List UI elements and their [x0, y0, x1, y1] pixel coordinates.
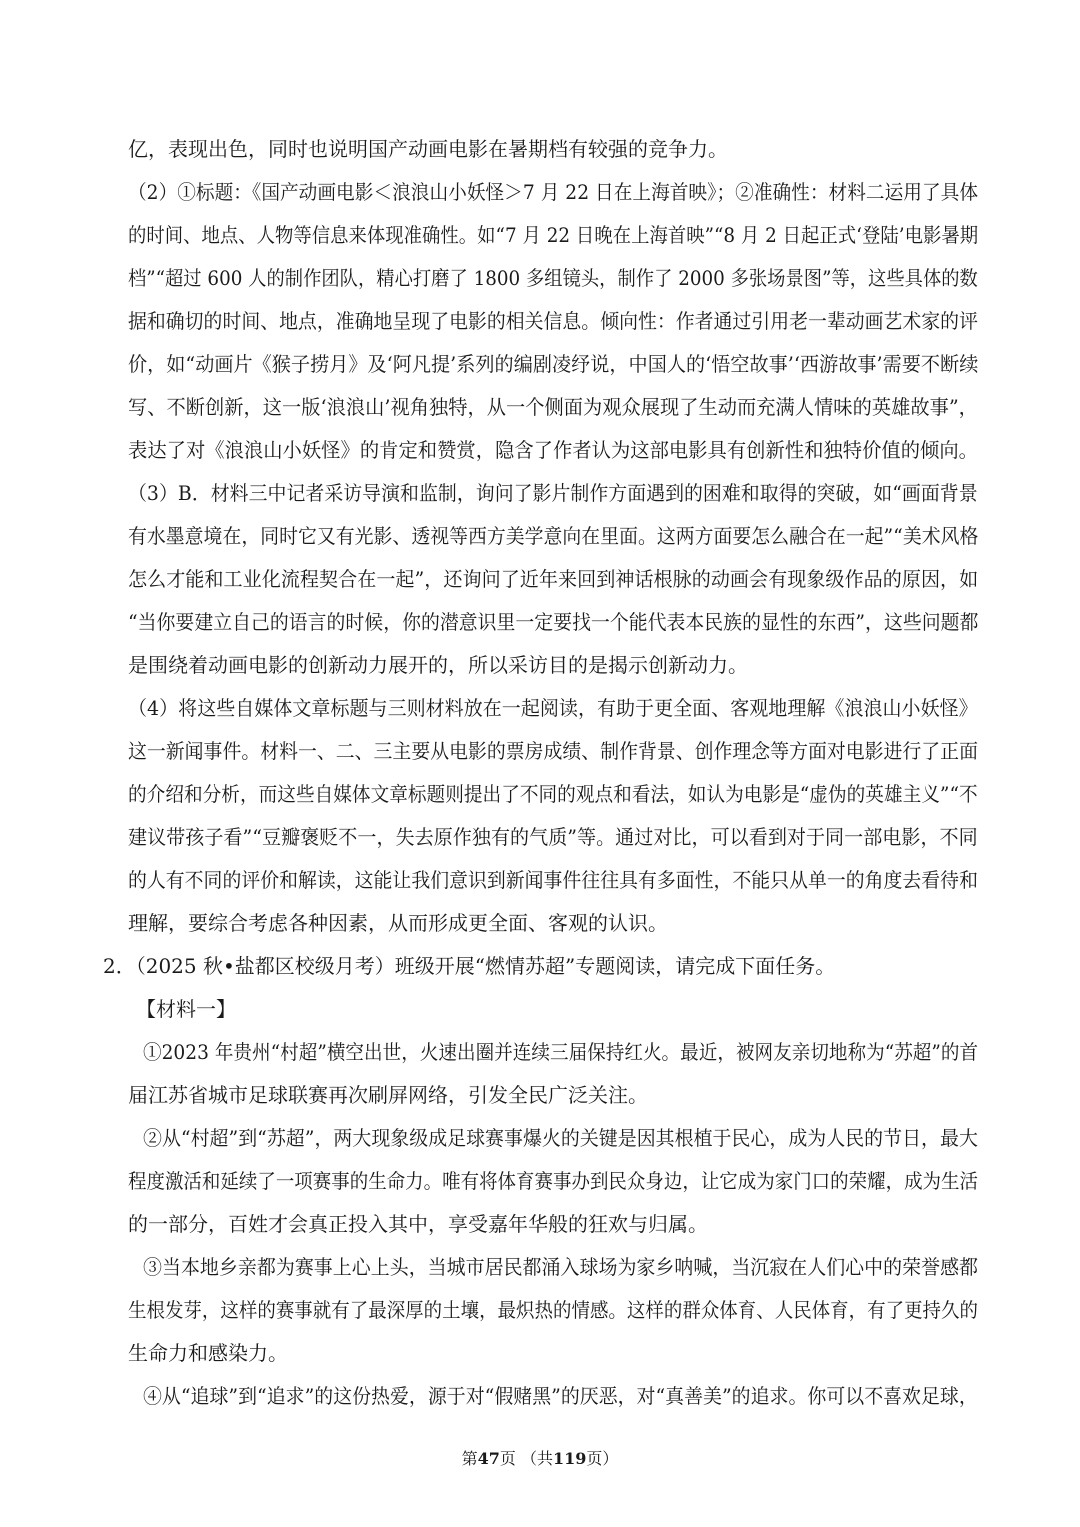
text-line: 有水墨意境在，同时它又有光影、透视等西方美学意向在里面。这两方面要怎么融合在一起”“美术风格	[128, 524, 979, 548]
text-line: 怎么才能和工业化流程契合在一起”，还询问了近年来回到神话根脉的动画会有现象级作品的原因，如	[128, 567, 979, 591]
current-page-number: 47	[477, 1449, 500, 1468]
text-line: 档”“超过 600 人的制作团队，精心打磨了 1800 多组镜头，制作了 2000 多张场景图”等，这些具体的数	[128, 266, 978, 290]
footer-suffix: 页）	[586, 1449, 619, 1468]
text-line: ①2023 年贵州“村超”横空出世，火速出圈并连续三届保持红火。最近，被网友亲切地称为“苏超”的首	[143, 1040, 979, 1064]
text-line: 据和确切的时间、地点，准确地呈现了电影的相关信息。倾向性：作者通过引用老一辈动画艺术家的评	[128, 309, 978, 333]
text-line: ③当本地乡亲都为赛事上心上头，当城市居民都涌入球场为家乡呐喊，当沉寂在人们心中的荣誉感都	[143, 1255, 979, 1279]
text-line: 生根发芽，这样的赛事就有了最深厚的土壤，最炽热的情感。这样的群众体育、人民体育，有了更持久的	[128, 1298, 978, 1322]
text-line: 的时间、地点、人物等信息来体现准确性。如“7 月 22 日晚在上海首映”“8 月 2 日起正式‘登陆’电影暑期	[128, 223, 979, 247]
text-line: 的一部分，百姓才会真正投入其中，享受嘉年华般的狂欢与归属。	[128, 1212, 708, 1236]
text-line: 是围绕着动画电影的创新动力展开的，所以采访目的是揭示创新动力。	[128, 653, 748, 677]
text-line: （3）B．材料三中记者采访导演和监制，询问了影片制作方面遇到的困难和取得的突破，如“画面背景	[128, 481, 978, 505]
text-line: 亿，表现出色，同时也说明国产动画电影在暑期档有较强的竞争力。	[128, 137, 728, 161]
text-line: 届江苏省城市足球联赛再次刷屏网络，引发全民广泛关注。	[128, 1083, 648, 1107]
footer-middle: 页 （共	[499, 1449, 553, 1468]
text-line: ④从“追球”到“追求”的这份热爱，源于对“假赌黑”的厌恶，对“真善美”的追求。你可以不喜欢足球，	[143, 1384, 978, 1408]
page-footer	[0, 1445, 1080, 1473]
text-line: 价，如“动画片《猴子捞月》及‘阿凡提’系列的编剧凌纾说，中国人的‘悟空故事’‘西游故事’需要不断续	[128, 352, 979, 376]
material-heading: 【材料一】	[136, 997, 236, 1021]
text-line: 理解，要综合考虑各种因素，从而形成更全面、客观的认识。	[128, 911, 668, 935]
total-page-number: 119	[552, 1449, 587, 1468]
footer-prefix: 第	[461, 1449, 478, 1468]
text-line: 生命力和感染力。	[128, 1341, 288, 1365]
text-line: 的人有不同的评价和解读，这能让我们意识到新闻事件往往具有多面性，不能只从单一的角度去看待和	[128, 868, 978, 892]
text-line: 程度激活和延续了一项赛事的生命力。唯有将体育赛事办到民众身边，让它成为家门口的荣耀，成为生活	[128, 1169, 978, 1193]
text-line: 表达了对《浪浪山小妖怪》的肯定和赞赏，隐含了作者认为这部电影具有创新性和独特价值的倾向。	[128, 438, 978, 462]
text-line: 这一新闻事件。材料一、二、三主要从电影的票房成绩、制作背景、创作理念等方面对电影进行了正面	[128, 739, 978, 763]
text-line: ②从“村超”到“苏超”，两大现象级成足球赛事爆火的关键是因其根植于民心，成为人民的节日，最大	[143, 1126, 978, 1150]
text-line: 的介绍和分析，而这些自媒体文章标题则提出了不同的观点和看法，如认为电影是“虚伪的英雄主义”“不	[128, 782, 978, 806]
text-line: “当你要建立自己的语言的时候，你的潜意识里一定要找一个能代表本民族的显性的东西”，这些问题都	[128, 610, 979, 634]
text-line: （2）①标题：《国产动画电影＜浪浪山小妖怪＞7 月 22 日在上海首映》；②准确性：材料二运用了具体	[128, 180, 979, 204]
text-line: 建议带孩子看”“豆瓣褒贬不一，失去原作独有的气质”等。通过对比，可以看到对于同一部电影，不同	[128, 825, 978, 849]
question-heading: 2．（2025 秋•盐都区校级月考）班级开展“燃情苏超”专题阅读，请完成下面任务。	[103, 954, 836, 978]
text-line: 写、不断创新，这一版‘浪浪山’视角独特，从一个侧面为观众展现了生动而充满人情味的英雄故事”，	[128, 395, 978, 419]
text-line: （4）将这些自媒体文章标题与三则材料放在一起阅读，有助于更全面、客观地理解《浪浪山小妖怪》	[128, 696, 978, 720]
